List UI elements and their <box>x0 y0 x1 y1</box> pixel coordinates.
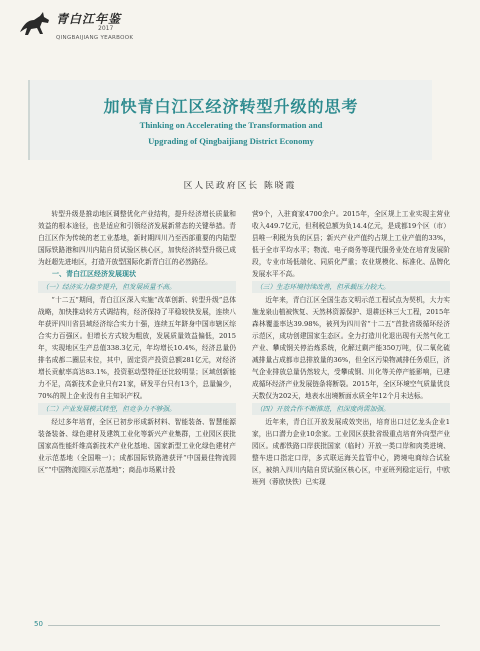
yearbook-en-title: QINGBAIJIANG YEARBOOK <box>56 35 134 41</box>
horse-logo-icon <box>18 10 52 36</box>
paragraph: “十二五”期间，青白江区深入实施“改革创新、转型升级”总体战略，加快推动转方式调结构，经济保持了平稳较快发展，连续八年获评四川省县域经济综合实力十强，连续五年跻身中国市辖区综合实力百强区。但增长方式较为粗放，发展质量效益偏低，2015年，实现地区生产总值338.3亿元，年均增长10.4%，经济总量仍排名成都二圈层末位，其中，固定资产投资总额281亿元，对经济增长贡献率高达83.1%，投资驱动型特征还比较明显；区域创新能力不足，高新技术企业只有21家，研发平台只有13个，总量偏少，70%的规上企业没有自主知识产权。 <box>38 296 236 400</box>
article-title-band <box>28 80 432 160</box>
footer-rule <box>48 625 440 626</box>
section-heading: 一、青白江区经济发展现状 <box>52 269 136 278</box>
subsection-heading: （三）生态环境持续改善，但承载压力较大。 <box>252 281 450 293</box>
article-title-en-line1: Thinking on Accelerating the Transformation and <box>139 120 323 130</box>
yearbook-year: 2017 <box>98 25 114 32</box>
page-number: 50 <box>34 620 43 628</box>
paragraph: 近年来，青白江区全国生态文明示范工程试点为契机，大力实施龙泉山植被恢复、天然林资源保护、退耕还林三大工程，2015年森林覆盖率达39.98%，被列为四川省“十二五”首批省级循环经济示范区，成功创建国家生态区。全力打造川化退出现有天然气化工产业、攀成钢关停治炼系统，化解过剩产能350万吨，仅二氧化硫减排量占成都市总排放量的36%，但全区污染物减排任务艰巨，济气企业排放总量仍然较大，受攀成钢、川化等关停产能影响，已建成循环经济产业发展链条将断裂。2015年，全区环境空气质量优良天数仅为202天，地表水出境断面水质全年12个月未达标。 <box>252 296 450 400</box>
subsection-heading: （二）产业发展模式转型，但竞争力不够强。 <box>38 403 236 415</box>
subsection-heading: （一）经济实力稳步提升，但发展质量不高。 <box>38 281 236 293</box>
paragraph: 经过多年培育，全区已初步形成新材料、智能装备、智慧能源装备装备、绿色建材及建筑工业化等新兴产业集群，工业园区获批国家高性能纤维高新技术产业化基地、国家新型工业化绿色建材产业示范基地（全国唯一）；成都国际铁路港获评“中国最佳物流园区”“中国物流园区示范基地”；商品市场累计投 <box>38 418 236 474</box>
article-title-en-line2: Upgrading of Qingbaijiang District Economy <box>148 136 314 146</box>
left-column <box>38 208 236 476</box>
paragraph: 转型升级是推动地区调整优化产业结构，提升经济增长质量和效益的根本途径，也是适应和引领经济发展新常态的关键举措。青白江区作为传统的老工业基地，新时期四川乃至西部重要的内陆型国际铁路港和四川内陆自贸试验区核心区，加快经济转型升级已成为赶超先进地区，打造开放型国际化新青白江的必然路径。 <box>38 210 236 266</box>
subsection-heading: （四）开放合作不断推进，但深度尚需加强。 <box>252 403 450 415</box>
paragraph: 营9个，入驻商家4700余户。2015年，全区规上工业实现主营业收入449.7亿元，但利税总额为负14.4亿元，是成都19个区（市）县唯一利税为负的区县；新兴产业产值约占规上工业产值的33%，低于全市平均水平；物流、电子商务等现代服务业处在培育发展阶段，专业市场低端化、同质化严重；农业规模化、标准化、品牌化发展水平不高。 <box>252 210 450 278</box>
article-title-zh: 加快青白江区经济转型升级的思考 <box>103 97 359 116</box>
author-line: 区人民政府区长 陈晓霞 <box>183 181 297 191</box>
paragraph: 近年来，青白江开放发展成效突出，培育出口过亿龙头企业1家，出口潜力企业10余家。工业园区获批省级重点培育外向型产业园区。成都铁路口岸获批国家（临时）开放一类口岸和肉类进境、整车进口指定口岸，多式联运海关监管中心，跨境电商综合试验区，被纳入四川内陆自贸试验区核心区，中亚班列稳定运行，中欧班列（蓉欧快铁）已实现 <box>252 418 450 486</box>
right-column <box>252 208 450 488</box>
yearbook-header <box>18 8 168 48</box>
yearbook-title: 青白江年鉴 <box>56 12 122 26</box>
